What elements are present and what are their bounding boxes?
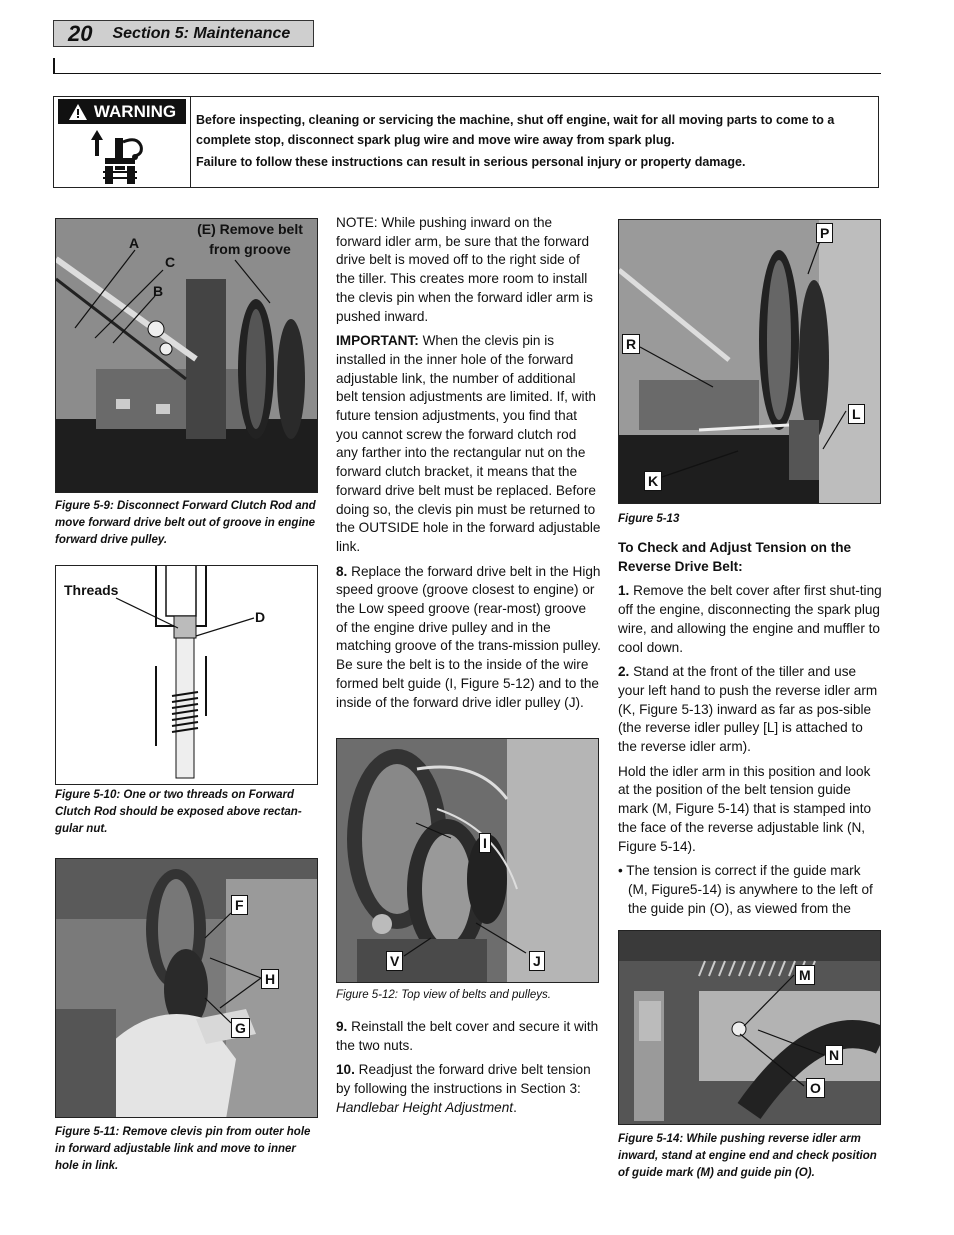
step-10-end: . (513, 1099, 517, 1115)
warning-text (196, 110, 876, 174)
fig9-label-b: B (153, 283, 164, 299)
fig14-label-o: O (806, 1078, 825, 1098)
section-title: Section 5: Maintenance (112, 24, 291, 42)
right-step-1-text: Remove the belt cover after first shut-ting off the engine, disconnecting the spark plug wire, and allowing the engine and muffler to cool down. (618, 583, 882, 655)
figure-5-13-caption: Figure 5-13 (618, 513, 680, 525)
header-rule (53, 73, 881, 74)
step-10-text: Readjust the forward drive belt tension by following the instructions in Section 3: (336, 1062, 591, 1097)
right-step-2 (618, 663, 883, 757)
fig14-label-m: M (795, 965, 815, 985)
warning-line-2: Failure to follow these instructions can result in serious personal injury or property damage. (196, 155, 746, 169)
page-header (53, 20, 314, 47)
middle-column-text (336, 214, 601, 718)
step-9-text: Reinstall the belt cover and secure it with the two nuts. (336, 1019, 599, 1053)
fig12-label-j: J (529, 951, 545, 971)
warning-badge-label: WARNING (93, 101, 177, 121)
step-8-number: 8. (336, 563, 348, 579)
figure-5-14-caption: Figure 5-14: While pushing reverse idler arm inward, stand at engine end and check position of guide mark (M) and guide pin (O). (618, 1133, 877, 1179)
important-paragraph (336, 332, 601, 556)
warning-badge (58, 99, 186, 124)
right-column-text (618, 539, 883, 924)
step-10-reference: Handlebar Height Adjustment (336, 1099, 514, 1115)
right-step-2-text: Stand at the front of the tiller and use your left hand to push the reverse idler arm (K, Figure 5-13) inward as far as pos-sible (the reverse idler pulley [L] is attached to the reverse idler arm). (618, 664, 878, 755)
figure-5-9-leader-lines (55, 218, 318, 493)
fig12-label-v: V (386, 951, 403, 971)
step-10-number: 10. (336, 1062, 355, 1078)
fig11-label-g: G (231, 1018, 250, 1038)
reverse-belt-heading: To Check and Adjust Tension on the Reverse Drive Belt: (618, 540, 852, 574)
figure-5-10-image (55, 565, 318, 785)
step-9-number: 9. (336, 1019, 348, 1034)
step-9 (336, 1018, 601, 1055)
right-step-1 (618, 582, 883, 657)
spark-plug-disconnect-icon (85, 128, 155, 186)
fig13-label-r: R (622, 334, 640, 354)
fig11-label-f: F (231, 895, 248, 915)
fig11-label-h: H (261, 969, 279, 989)
fig9-label-a: A (129, 235, 140, 251)
figure-5-13-leader-lines (618, 219, 881, 504)
step-8-text: Replace the forward drive belt in the High speed groove (groove closest to engine) or the Low speed groove (rear-most) groove of the engine drive pulley and in the matching groove of the trans-mission pulley. Be sure the belt is to the inside of the wire formed belt guide (I, Figure 5-12) and to the inside of the forward drive idler pulley (J). (336, 563, 601, 710)
step-10 (336, 1061, 601, 1117)
fig14-label-n: N (825, 1045, 843, 1065)
header-tick (53, 58, 55, 74)
figure-5-12-caption: Figure 5-12: Top view of belts and pulleys. (336, 989, 552, 1001)
tension-bullet: • The tension is correct if the guide mark (M, Figure5-14) is anywhere to the left of the guide pin (O), as viewed from the (618, 863, 873, 916)
important-text: When the clevis pin is installed in the inner hole of the forward adjustable link, the number of additional belt tension adjustments are limited. If, with future tension adjustments, you find that you cannot screw the forward clutch rod any farther into the rectangular nut on the forward clutch bracket, it means that the forward drive belt must be replaced. Before doing so, the clevis pin must be returned to the OUTSIDE hole in the forward adjustable link. (336, 333, 601, 554)
hold-paragraph: Hold the idler arm in this position and look at the position of the belt tension guide mark (M, Figure 5-14) that is stamped into the face of the reverse adjustable link (N, Figure 5-14). (618, 763, 872, 854)
fig9-label-c: C (165, 254, 176, 270)
alert-triangle-icon (68, 103, 88, 121)
page-number: 20 (68, 20, 93, 46)
middle-column-steps (336, 1018, 601, 1124)
threads-illustration (56, 566, 318, 785)
fig9-callout-e: (E) Remove belt from groove (190, 219, 310, 259)
right-step-2-number: 2. (618, 664, 630, 680)
step-8 (336, 563, 601, 713)
fig12-label-i: I (479, 833, 491, 853)
figure-5-12-leader-lines (336, 738, 599, 983)
figure-5-10-caption: Figure 5-10: One or two threads on Forward Clutch Rod should be exposed above rectan-gular nut. (55, 789, 302, 835)
warning-line-1: Before inspecting, cleaning or servicing the machine, shut off engine, wait for all moving parts to come to a complete stop, disconnect spark plug wire and move wire away from spark plug. (196, 113, 835, 147)
figure-5-11-caption: Figure 5-11: Remove clevis pin from outer hole in forward adjustable link and move to inner hole in link. (55, 1126, 311, 1172)
figure-5-14-leader-lines (618, 930, 881, 1125)
figure-5-9-caption: Figure 5-9: Disconnect Forward Clutch Rod and move forward drive belt out of groove in engine forward drive pulley. (55, 500, 316, 546)
fig13-label-k: K (644, 471, 662, 491)
fig13-label-p: P (816, 223, 833, 243)
fig10-label-threads: Threads (64, 582, 119, 598)
note-paragraph: NOTE: While pushing inward on the forward idler arm, be sure that the forward drive belt is moved off to the right side of the tiller. This creates more room to install the clevis pin when the forward idler arm is pushed inward. (336, 215, 593, 324)
fig10-label-d: D (255, 609, 266, 625)
important-label: IMPORTANT: (336, 333, 419, 349)
fig13-label-l: L (848, 404, 865, 424)
right-step-1-number: 1. (618, 583, 630, 599)
